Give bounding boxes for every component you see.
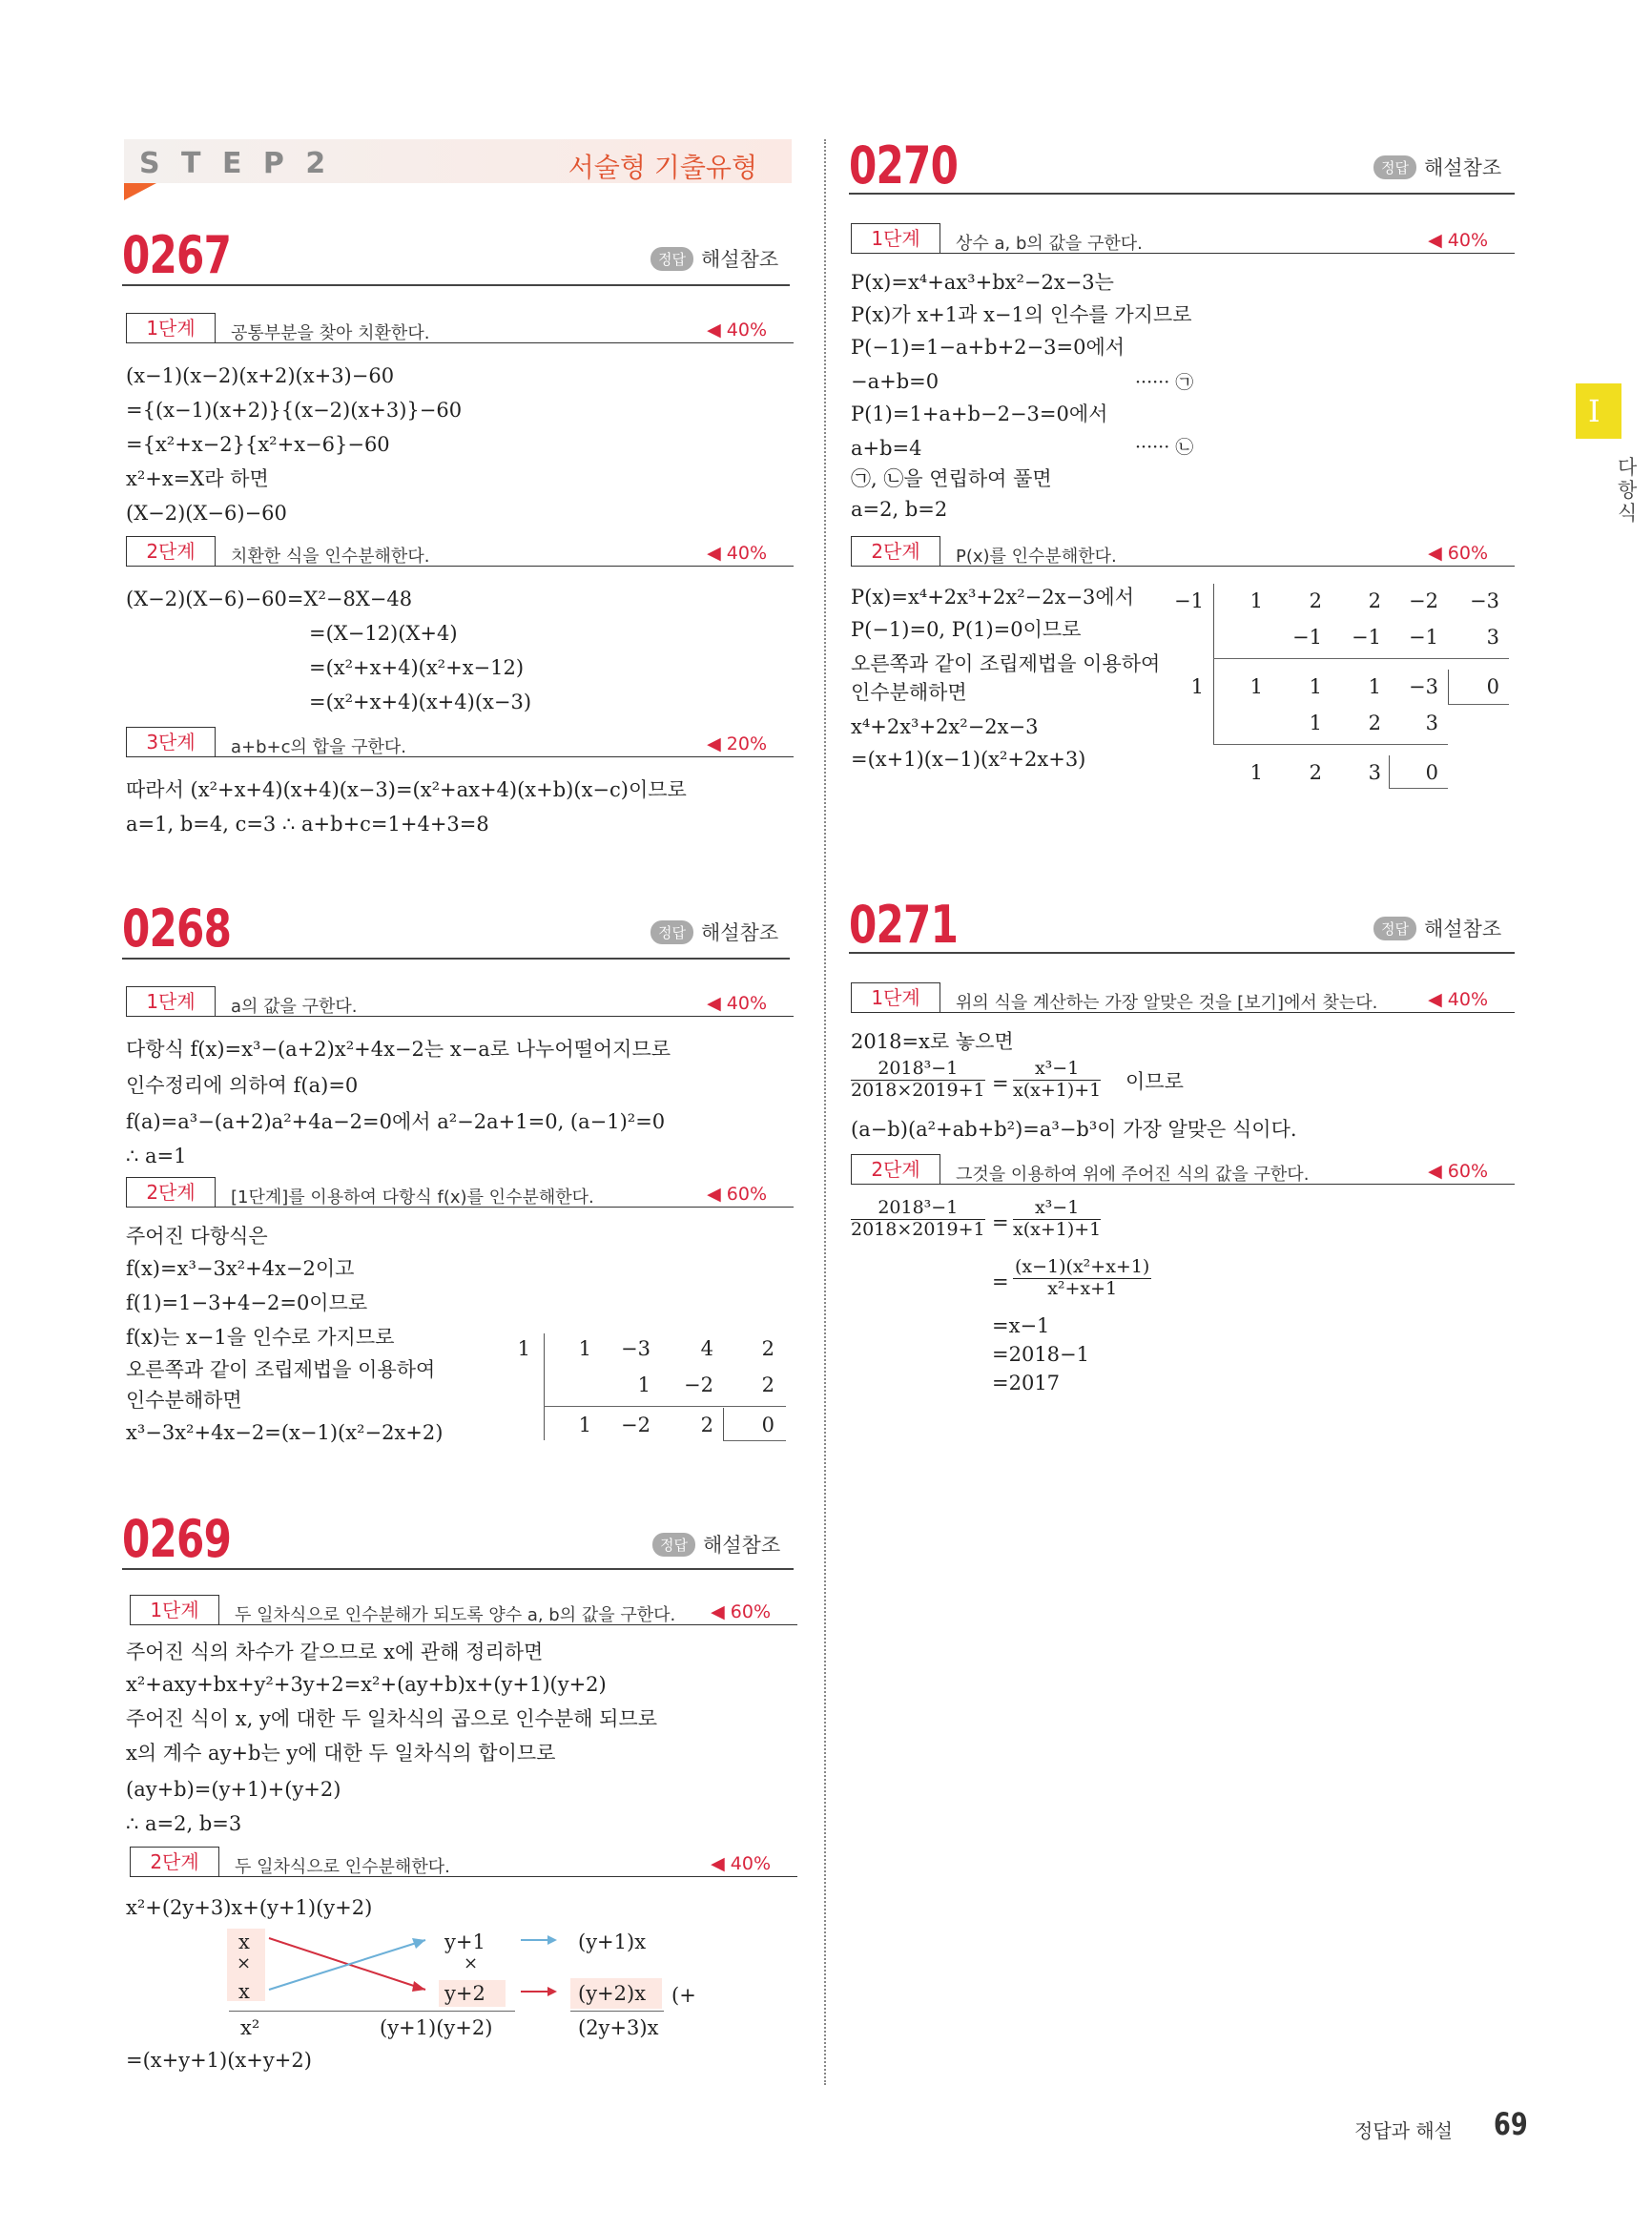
solution-line: P(x)=x⁴+ax³+bx²−2x−3는 <box>851 271 1114 294</box>
cross-term: x <box>238 1931 250 1953</box>
cross-term: × <box>464 1953 479 1973</box>
step-tag: 1단계 <box>851 982 940 1012</box>
section-title: 서술형 기출유형 <box>568 152 757 183</box>
numerator: 2018³−1 <box>851 1198 985 1220</box>
answer-pill: 정답 <box>1373 155 1416 179</box>
denominator: x²+x+1 <box>1047 1277 1118 1299</box>
solution-line: ∴ a=2, b=3 <box>126 1812 242 1835</box>
step-label: S T E P 2 <box>139 147 332 180</box>
coefficient: 1 <box>1249 761 1263 784</box>
solution-line: (a−b)(a²+ab+b²)=a³−b³이 가장 알맞은 식이다. <box>851 1118 1297 1141</box>
coefficient: 1 <box>1309 712 1322 734</box>
solution-line: =x−1 <box>992 1314 1050 1337</box>
solution-line: 오른쪽과 같이 조립제법을 이용하여 <box>126 1358 436 1381</box>
answer-ref-text: 해설참조 <box>700 921 779 944</box>
remainder: 0 <box>761 1414 774 1436</box>
solution-line: P(−1)=0, P(1)=0이므로 <box>851 618 1082 641</box>
equals-sign: = <box>992 1211 1009 1234</box>
step-tag: 1단계 <box>851 223 940 253</box>
problem-rule <box>849 952 1515 954</box>
solution-line: 다항식 f(x)=x³−(a+2)x²+4x−2는 x−a로 나누어떨어지므로 <box>126 1038 671 1061</box>
coefficient: −3 <box>1470 589 1499 612</box>
solution-line: P(x)=x⁴+2x³+2x²−2x−3에서 <box>851 586 1134 609</box>
answer-ref <box>1373 914 1501 942</box>
solution-line: 주어진 식의 차수가 같으므로 x에 관해 정리하면 <box>126 1641 544 1663</box>
divisor: 1 <box>517 1337 530 1360</box>
step-tag: 2단계 <box>126 536 216 566</box>
answer-ref <box>1373 153 1501 181</box>
step-tag: 1단계 <box>126 986 216 1016</box>
solution-line: x²+x=X라 하면 <box>126 467 269 490</box>
step-tag: 1단계 <box>126 313 216 342</box>
solution-line: ={(x−1)(x+2)}{(x−2)(x+3)}−60 <box>126 399 463 422</box>
step-percent: ◀ 20% <box>707 733 767 754</box>
step-percent: ◀ 60% <box>711 1601 771 1622</box>
denominator: x(x+1)+1 <box>1013 1218 1102 1240</box>
step-desc: P(x)를 인수분해한다. <box>956 547 1117 567</box>
answer-ref <box>650 918 778 946</box>
coefficient: 3 <box>1368 761 1381 784</box>
solution-line: 오른쪽과 같이 조립제법을 이용하여 <box>851 652 1161 675</box>
problem-number: 0271 <box>849 895 959 955</box>
solution-line: =2017 <box>992 1372 1061 1394</box>
answer-pill: 정답 <box>652 1533 695 1557</box>
solution-line: =(x+y+1)(x+y+2) <box>126 2049 312 2072</box>
problem-rule <box>122 958 790 960</box>
solution-line: =(x+1)(x−1)(x²+2x+3) <box>851 748 1086 771</box>
solution-line: 따라서 (x²+x+4)(x+4)(x−3)=(x²+ax+4)(x+b)(x−c)이므로 <box>126 778 687 801</box>
denominator: x(x+1)+1 <box>1013 1079 1102 1101</box>
coefficient: 2 <box>1309 589 1322 612</box>
cross-arrows <box>258 1927 582 2013</box>
step-percent: ◀ 40% <box>1428 230 1488 251</box>
solution-line: −a+b=0 <box>851 370 940 393</box>
answer-ref-text: 해설참조 <box>1423 156 1502 179</box>
divisor: −1 <box>1174 589 1204 612</box>
header-triangle <box>124 183 156 200</box>
answer-pill: 정답 <box>650 920 693 944</box>
solution-line: P(−1)=1−a+b+2−3=0에서 <box>851 336 1125 359</box>
solution-line: P(x)가 x+1과 x−1의 인수를 가지므로 <box>851 303 1192 326</box>
step-percent: ◀ 60% <box>1428 543 1488 564</box>
coefficient: 4 <box>700 1337 713 1360</box>
numerator: x³−1 <box>1013 1198 1101 1220</box>
step-tag: 1단계 <box>130 1595 219 1624</box>
step-tag: 2단계 <box>851 1154 940 1184</box>
problem-number: 0269 <box>122 1509 232 1569</box>
answer-ref <box>650 244 778 273</box>
solution-line: (X−2)(X−6)−60=X²−8X−48 <box>126 588 413 610</box>
fraction <box>1013 1198 1101 1241</box>
step-bar <box>851 223 1515 256</box>
step-tag: 2단계 <box>126 1177 216 1207</box>
coefficient: 1 <box>637 1373 650 1396</box>
cross-term: x <box>238 1980 250 2003</box>
step-tag: 3단계 <box>126 727 216 756</box>
coefficient: −1 <box>1409 626 1438 649</box>
denominator: 2018×2019+1 <box>851 1079 985 1101</box>
cross-term: x² <box>240 2016 260 2039</box>
step-bar <box>130 1847 797 1879</box>
answer-ref <box>652 1530 780 1559</box>
cross-term: (y+1)(y+2) <box>380 2016 493 2039</box>
solution-line: 인수정리에 의하여 f(a)=0 <box>126 1074 359 1097</box>
numerator: (x−1)(x²+x+1) <box>1015 1256 1150 1277</box>
step-bar <box>126 1177 794 1209</box>
solution-line: x의 계수 ay+b는 y에 대한 두 일차식의 합이므로 <box>126 1742 556 1765</box>
answer-ref-text: 해설참조 <box>702 1534 781 1557</box>
cross-term: × <box>237 1953 252 1973</box>
step-tag: 2단계 <box>130 1847 219 1876</box>
step-percent: ◀ 40% <box>711 1853 771 1874</box>
solution-line: x²+(2y+3)x+(y+1)(y+2) <box>126 1896 373 1919</box>
divisor: 1 <box>1190 675 1204 698</box>
answer-ref-text: 해설참조 <box>1423 918 1502 940</box>
step-bar <box>130 1595 797 1627</box>
cross-term: y+2 <box>444 1982 485 2005</box>
equals-sign: = <box>992 1270 1009 1293</box>
coefficient: 1 <box>1368 675 1381 698</box>
answer-pill: 정답 <box>650 247 693 271</box>
solution-line: (ay+b)=(y+1)+(y+2) <box>126 1778 341 1801</box>
equation-mark: ······ ㉡ <box>1135 437 1194 458</box>
problem-rule <box>849 193 1515 195</box>
coefficient: −1 <box>1292 626 1322 649</box>
solution-line: =(x²+x+4)(x²+x−12) <box>309 656 525 679</box>
coefficient: −3 <box>1409 675 1438 698</box>
coefficient: 2 <box>761 1373 774 1396</box>
solution-line: (X−2)(X−6)−60 <box>126 502 287 525</box>
cross-term: y+1 <box>444 1931 485 1953</box>
solution-line: 인수분해하면 <box>126 1389 242 1412</box>
page-number: 69 <box>1494 2106 1528 2142</box>
coefficient: 1 <box>1309 675 1322 698</box>
solution-line: 2018=x로 놓으면 <box>851 1030 1014 1053</box>
remainder: 0 <box>1486 675 1499 698</box>
step-desc: 그것을 이용하여 위에 주어진 식의 값을 구한다. <box>956 1165 1310 1185</box>
step-percent: ◀ 40% <box>1428 989 1488 1010</box>
coefficient: 3 <box>1486 626 1499 649</box>
solution-line: P(1)=1+a+b−2−3=0에서 <box>851 403 1108 425</box>
solution-line: x²+axy+bx+y²+3y+2=x²+(ay+b)x+(y+1)(y+2) <box>126 1673 607 1696</box>
step-desc: 두 일차식으로 인수분해가 되도록 양수 a, b의 값을 구한다. <box>235 1605 676 1625</box>
solution-line: 이므로 <box>1125 1070 1184 1093</box>
step-percent: ◀ 60% <box>707 1184 767 1205</box>
step-bar <box>126 313 794 345</box>
step-desc: 두 일차식으로 인수분해한다. <box>235 1857 450 1877</box>
step-percent: ◀ 40% <box>707 993 767 1014</box>
cross-term: (2y+3)x <box>578 2016 659 2039</box>
solution-line: f(x)=x³−3x²+4x−2이고 <box>126 1257 355 1280</box>
fraction <box>1013 1257 1151 1300</box>
fraction <box>851 1198 985 1241</box>
step-percent: ◀ 60% <box>1428 1161 1488 1182</box>
step-bar <box>126 986 794 1019</box>
problem-number: 0268 <box>122 898 232 959</box>
coefficient: 2 <box>700 1414 713 1436</box>
step-bar <box>851 536 1515 568</box>
step-header <box>124 139 792 183</box>
answer-pill: 정답 <box>1373 917 1416 940</box>
cross-term: (+ <box>671 1984 696 2007</box>
solution-line: ={x²+x−2}{x²+x−6}−60 <box>126 433 390 456</box>
coefficient: 1 <box>1249 589 1263 612</box>
solution-line: 인수분해하면 <box>851 681 967 704</box>
numerator: x³−1 <box>1013 1059 1101 1081</box>
solution-line: x³−3x²+4x−2=(x−1)(x²−2x+2) <box>126 1421 444 1444</box>
coefficient: −1 <box>1352 626 1381 649</box>
coefficient: 1 <box>578 1337 591 1360</box>
coefficient: −2 <box>621 1414 650 1436</box>
column-divider <box>824 139 826 2085</box>
solution-line: =2018−1 <box>992 1343 1089 1366</box>
step-desc: a+b+c의 합을 구한다. <box>231 737 407 757</box>
solution-line: a=2, b=2 <box>851 498 948 521</box>
chapter-name: 다항식 <box>1618 456 1638 525</box>
solution-line: x⁴+2x³+2x²−2x−3 <box>851 715 1039 738</box>
coefficient: −2 <box>1409 589 1438 612</box>
solution-line: 주어진 식이 x, y에 대한 두 일차식의 곱으로 인수분해 되므로 <box>126 1707 658 1730</box>
step-bar <box>851 982 1515 1015</box>
answer-ref-text: 해설참조 <box>700 248 779 271</box>
step-desc: 공통부분을 찾아 치환한다. <box>231 323 430 343</box>
solution-line: ㉠, ㉡을 연립하여 풀면 <box>851 467 1052 490</box>
coefficient: 1 <box>1249 675 1263 698</box>
equation-mark: ······ ㉠ <box>1135 372 1194 393</box>
coefficient: 1 <box>578 1414 591 1436</box>
problem-number: 0270 <box>849 135 959 196</box>
step-percent: ◀ 40% <box>707 320 767 341</box>
step-desc: a의 값을 구한다. <box>231 997 358 1017</box>
problem-rule <box>122 1568 794 1570</box>
step-desc: [1단계]를 이용하여 다항식 f(x)를 인수분해한다. <box>231 1187 594 1208</box>
problem-rule <box>122 284 790 286</box>
step-bar <box>126 536 794 568</box>
step-bar <box>126 727 794 759</box>
solution-line: a+b=4 <box>851 437 922 460</box>
coefficient: 2 <box>761 1337 774 1360</box>
solution-line: =(x²+x+4)(x+4)(x−3) <box>309 691 532 713</box>
step-tag: 2단계 <box>851 536 940 566</box>
solution-line: (x−1)(x−2)(x+2)(x+3)−60 <box>126 364 395 387</box>
fraction <box>851 1059 985 1102</box>
remainder: 0 <box>1425 761 1438 784</box>
denominator: 2018×2019+1 <box>851 1218 985 1240</box>
solution-line: f(1)=1−3+4−2=0이므로 <box>126 1291 368 1314</box>
step-desc: 상수 a, b의 값을 구한다. <box>956 234 1143 254</box>
cross-term: (y+2)x <box>578 1982 647 2005</box>
step-desc: 치환한 식을 인수분해한다. <box>231 547 430 567</box>
cross-term: (y+1)x <box>578 1931 647 1953</box>
coefficient: 2 <box>1309 761 1322 784</box>
fraction <box>1013 1059 1101 1102</box>
solution-line: 주어진 다항식은 <box>126 1225 268 1248</box>
problem-number: 0267 <box>122 225 232 285</box>
solution-line: f(a)=a³−(a+2)a²+4a−2=0에서 a²−2a+1=0, (a−1)²=0 <box>126 1110 666 1133</box>
step-desc: 위의 식을 계산하는 가장 알맞은 것을 [보기]에서 찾는다. <box>956 993 1378 1013</box>
step-bar <box>851 1154 1515 1187</box>
solution-line: ∴ a=1 <box>126 1145 187 1167</box>
numerator: 2018³−1 <box>851 1059 985 1081</box>
coefficient: −3 <box>621 1337 650 1360</box>
step-percent: ◀ 40% <box>707 543 767 564</box>
solution-line: a=1, b=4, c=3 ∴ a+b+c=1+4+3=8 <box>126 813 489 836</box>
footer-label: 정답과 해설 <box>1354 2119 1453 2142</box>
solution-line: f(x)는 x−1을 인수로 가지므로 <box>126 1326 395 1349</box>
coefficient: 3 <box>1425 712 1438 734</box>
coefficient: 2 <box>1368 589 1381 612</box>
coefficient: 2 <box>1368 712 1381 734</box>
equals-sign: = <box>992 1072 1009 1095</box>
solution-line: =(X−12)(X+4) <box>309 622 458 645</box>
coefficient: −2 <box>684 1373 713 1396</box>
chapter-roman: I <box>1588 393 1600 429</box>
